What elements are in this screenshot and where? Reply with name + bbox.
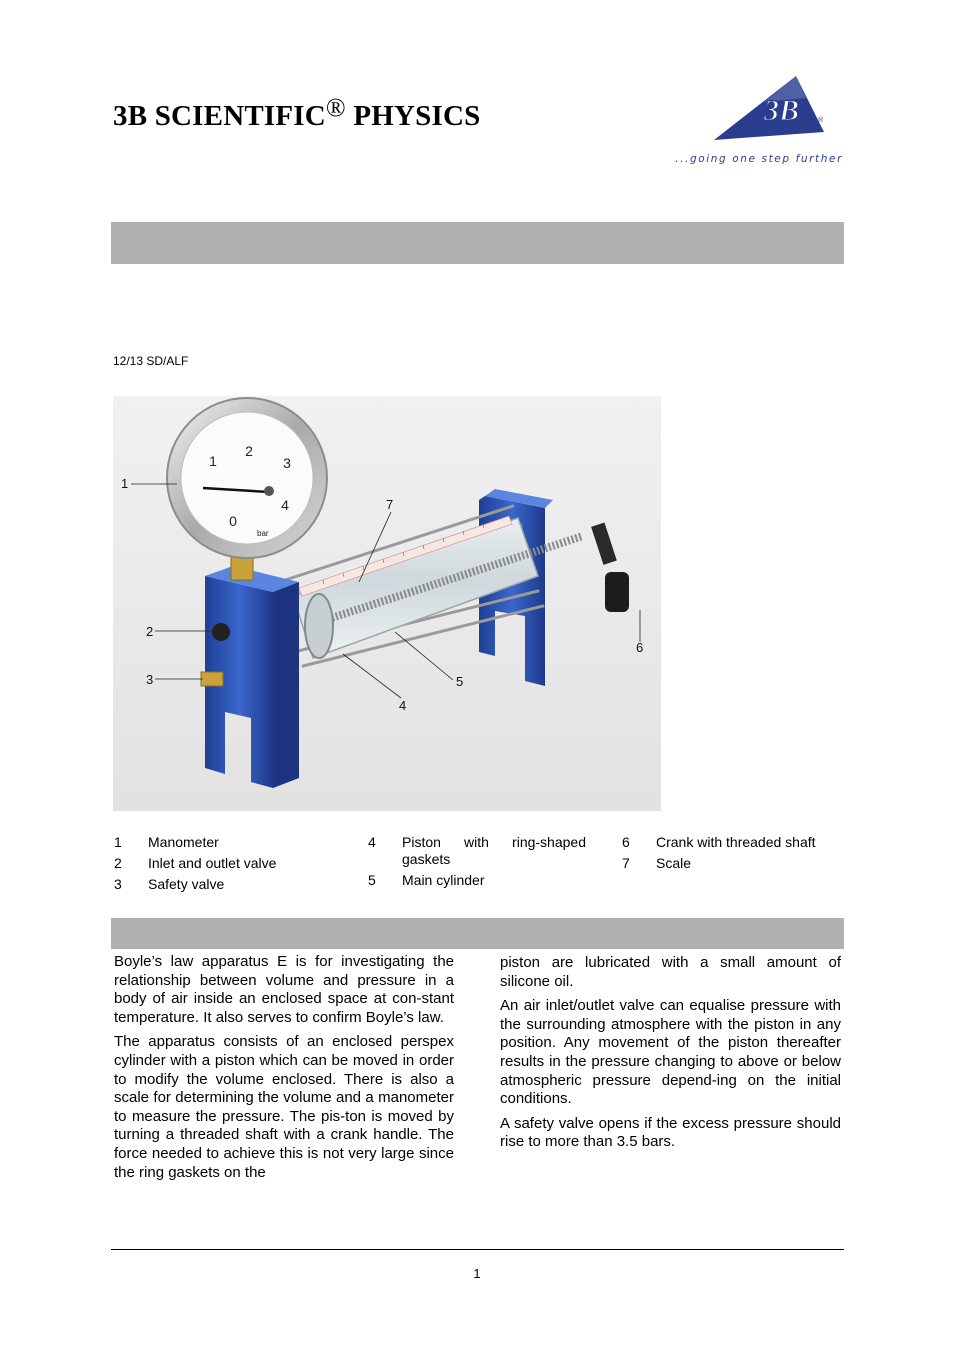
gauge-tick-4: 4 bbox=[281, 497, 289, 513]
page-number: 1 bbox=[473, 1266, 481, 1281]
paragraph: An air inlet/outlet valve can equalise pressure with the surrounding atmosphere with the piston in any position. Any movement of the piston thereafter results in the pressure changing to above or below atmospheric pressure depend-ing on the initial conditions. bbox=[500, 997, 841, 1108]
gauge-tick-2: 2 bbox=[245, 443, 253, 459]
legend-item bbox=[114, 855, 334, 872]
legend-label: Safety valve bbox=[148, 876, 225, 892]
legend-item bbox=[114, 834, 334, 851]
brand-suffix: PHYSICS bbox=[345, 100, 481, 132]
body-column-left bbox=[114, 953, 454, 1188]
paragraph: Boyle’s law apparatus E is for investigating the relationship between volume and pressure in a body of air inside an enclosed space at con-stant temperature. It also serves to confirm Boyle’s law. bbox=[114, 953, 454, 1026]
gauge-tick-3: 3 bbox=[283, 455, 291, 471]
legend-number: 4 bbox=[368, 834, 376, 850]
inlet-outlet-valve bbox=[212, 623, 230, 641]
paragraph: A safety valve opens if the excess pressure should rise to more than 3.5 bars. bbox=[500, 1114, 841, 1151]
callout-4: 4 bbox=[399, 698, 407, 713]
brand-title bbox=[113, 93, 481, 133]
callout-5: 5 bbox=[456, 674, 464, 689]
legend-item bbox=[622, 855, 844, 872]
brand-name: 3B SCIENTIFIC bbox=[113, 100, 326, 132]
legend-number: 3 bbox=[114, 876, 122, 892]
callout-3: 3 bbox=[146, 672, 154, 687]
legend-item bbox=[622, 834, 844, 851]
brass-fitting bbox=[231, 556, 253, 580]
piston bbox=[305, 594, 333, 658]
legend-item bbox=[114, 876, 334, 893]
legend-number: 5 bbox=[368, 872, 376, 888]
legend-label: Manometer bbox=[148, 834, 219, 850]
paragraph: The apparatus consists of an enclosed perspex cylinder with a piston which can be moved in order to modify the volume enclosed. There is also a scale for determining the volume and a manometer to measure the pressure. The pis-ton is moved by turning a threaded shaft with a crank handle. The force needed to achieve this is not very large since the ring gaskets on the bbox=[114, 1033, 454, 1181]
legend-column-1 bbox=[114, 834, 334, 897]
legend-number: 1 bbox=[114, 834, 122, 850]
logo-text: 3B bbox=[764, 94, 800, 127]
callout-6: 6 bbox=[636, 640, 644, 655]
callout-7: 7 bbox=[386, 497, 394, 512]
legend-column-2 bbox=[368, 834, 586, 893]
callout-1: 1 bbox=[121, 476, 129, 491]
legend-label: Inlet and outlet valve bbox=[148, 855, 277, 871]
legend-number: 6 bbox=[622, 834, 630, 850]
body-column-right bbox=[500, 954, 841, 1158]
tagline: ...going one step further bbox=[675, 153, 843, 165]
3b-logo bbox=[675, 72, 844, 168]
gauge-tick-1: 1 bbox=[209, 453, 217, 469]
legend-item bbox=[368, 872, 586, 889]
footer-rule bbox=[111, 1249, 844, 1250]
safety-valve bbox=[201, 672, 223, 686]
section-bar bbox=[111, 918, 844, 949]
title-bar bbox=[111, 222, 844, 264]
legend-item bbox=[368, 834, 586, 868]
legend-label: Crank with threaded shaft bbox=[656, 834, 816, 850]
legend-number: 7 bbox=[622, 855, 630, 871]
manometer bbox=[167, 398, 327, 558]
gauge-unit: bar bbox=[257, 529, 269, 538]
legend-label: Main cylinder bbox=[402, 872, 485, 888]
legend-label: Piston with ring-shaped gaskets bbox=[402, 834, 586, 867]
legend-column-3 bbox=[622, 834, 844, 876]
registered-mark: ® bbox=[325, 93, 346, 122]
callout-2: 2 bbox=[146, 624, 154, 639]
gauge-tick-0: 0 bbox=[229, 513, 237, 529]
apparatus-photo bbox=[113, 396, 661, 811]
legend-number: 2 bbox=[114, 855, 122, 871]
legend-label: Scale bbox=[656, 855, 692, 871]
logo-reg: ® bbox=[818, 117, 824, 124]
document-code: 12/13 SD/ALF bbox=[113, 354, 189, 368]
paragraph: piston are lubricated with a small amount of silicone oil. bbox=[500, 954, 841, 990]
